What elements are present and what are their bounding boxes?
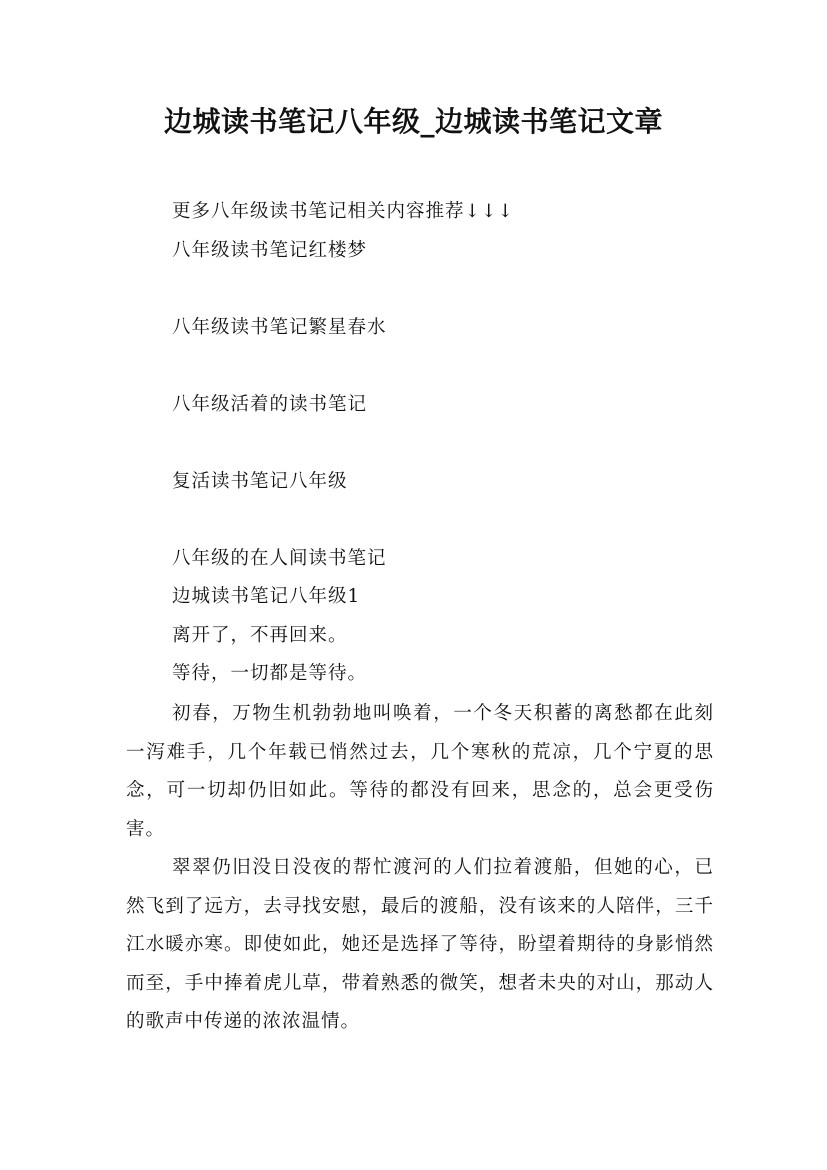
section-heading: 边城读书笔记八年级1 xyxy=(172,586,361,607)
spacer xyxy=(172,347,514,386)
article-paragraph: 翠翠仍旧没日没夜的帮忙渡河的人们拉着渡船，但她的心，已然飞到了远方，去寻找安慰，最后的渡船，没有该来的人陪伴，三千江水暖亦寒。即使如此，她还是选择了等待，盼望着期待的身影悄然而至，手中捧着虎儿草，带着熟悉的微笑，想者未央的对山，那动人的歌声中传递的浓浓温情。 xyxy=(126,857,714,1032)
recommend-link-honglou[interactable]: 八年级读书笔记红楼梦 xyxy=(172,239,368,261)
document-title: 边城读书笔记八年级_边城读书笔记文章 xyxy=(163,105,663,138)
recommend-link-huozhe[interactable]: 八年级活着的读书笔记 xyxy=(172,393,368,415)
article-paragraph: 初春，万物生机勃勃地叫唤着，一个冬天积蓄的离愁都在此刻一泻难手，几个年载已悄然过去，几个寒秋的荒凉，几个宁夏的思念，可一切却仍旧如此。等待的都没有回来，思念的，总会更受伤害。 xyxy=(126,703,714,840)
spacer xyxy=(172,270,514,309)
recommend-link-renjian[interactable]: 八年级的在人间读书笔记 xyxy=(172,547,387,569)
recommend-link-fanxing[interactable]: 八年级读书笔记繁星春水 xyxy=(172,316,387,338)
recommend-heading: 更多八年级读书笔记相关内容推荐↓↓↓ xyxy=(172,201,515,222)
recommend-link-fuhuo[interactable]: 复活读书笔记八年级 xyxy=(172,470,348,492)
short-line: 等待，一切都是等待。 xyxy=(172,663,368,684)
recommend-section xyxy=(172,193,514,694)
short-line: 离开了，不再回来。 xyxy=(172,624,348,646)
spacer xyxy=(172,424,514,463)
article-body xyxy=(126,695,714,1042)
spacer xyxy=(172,501,514,540)
